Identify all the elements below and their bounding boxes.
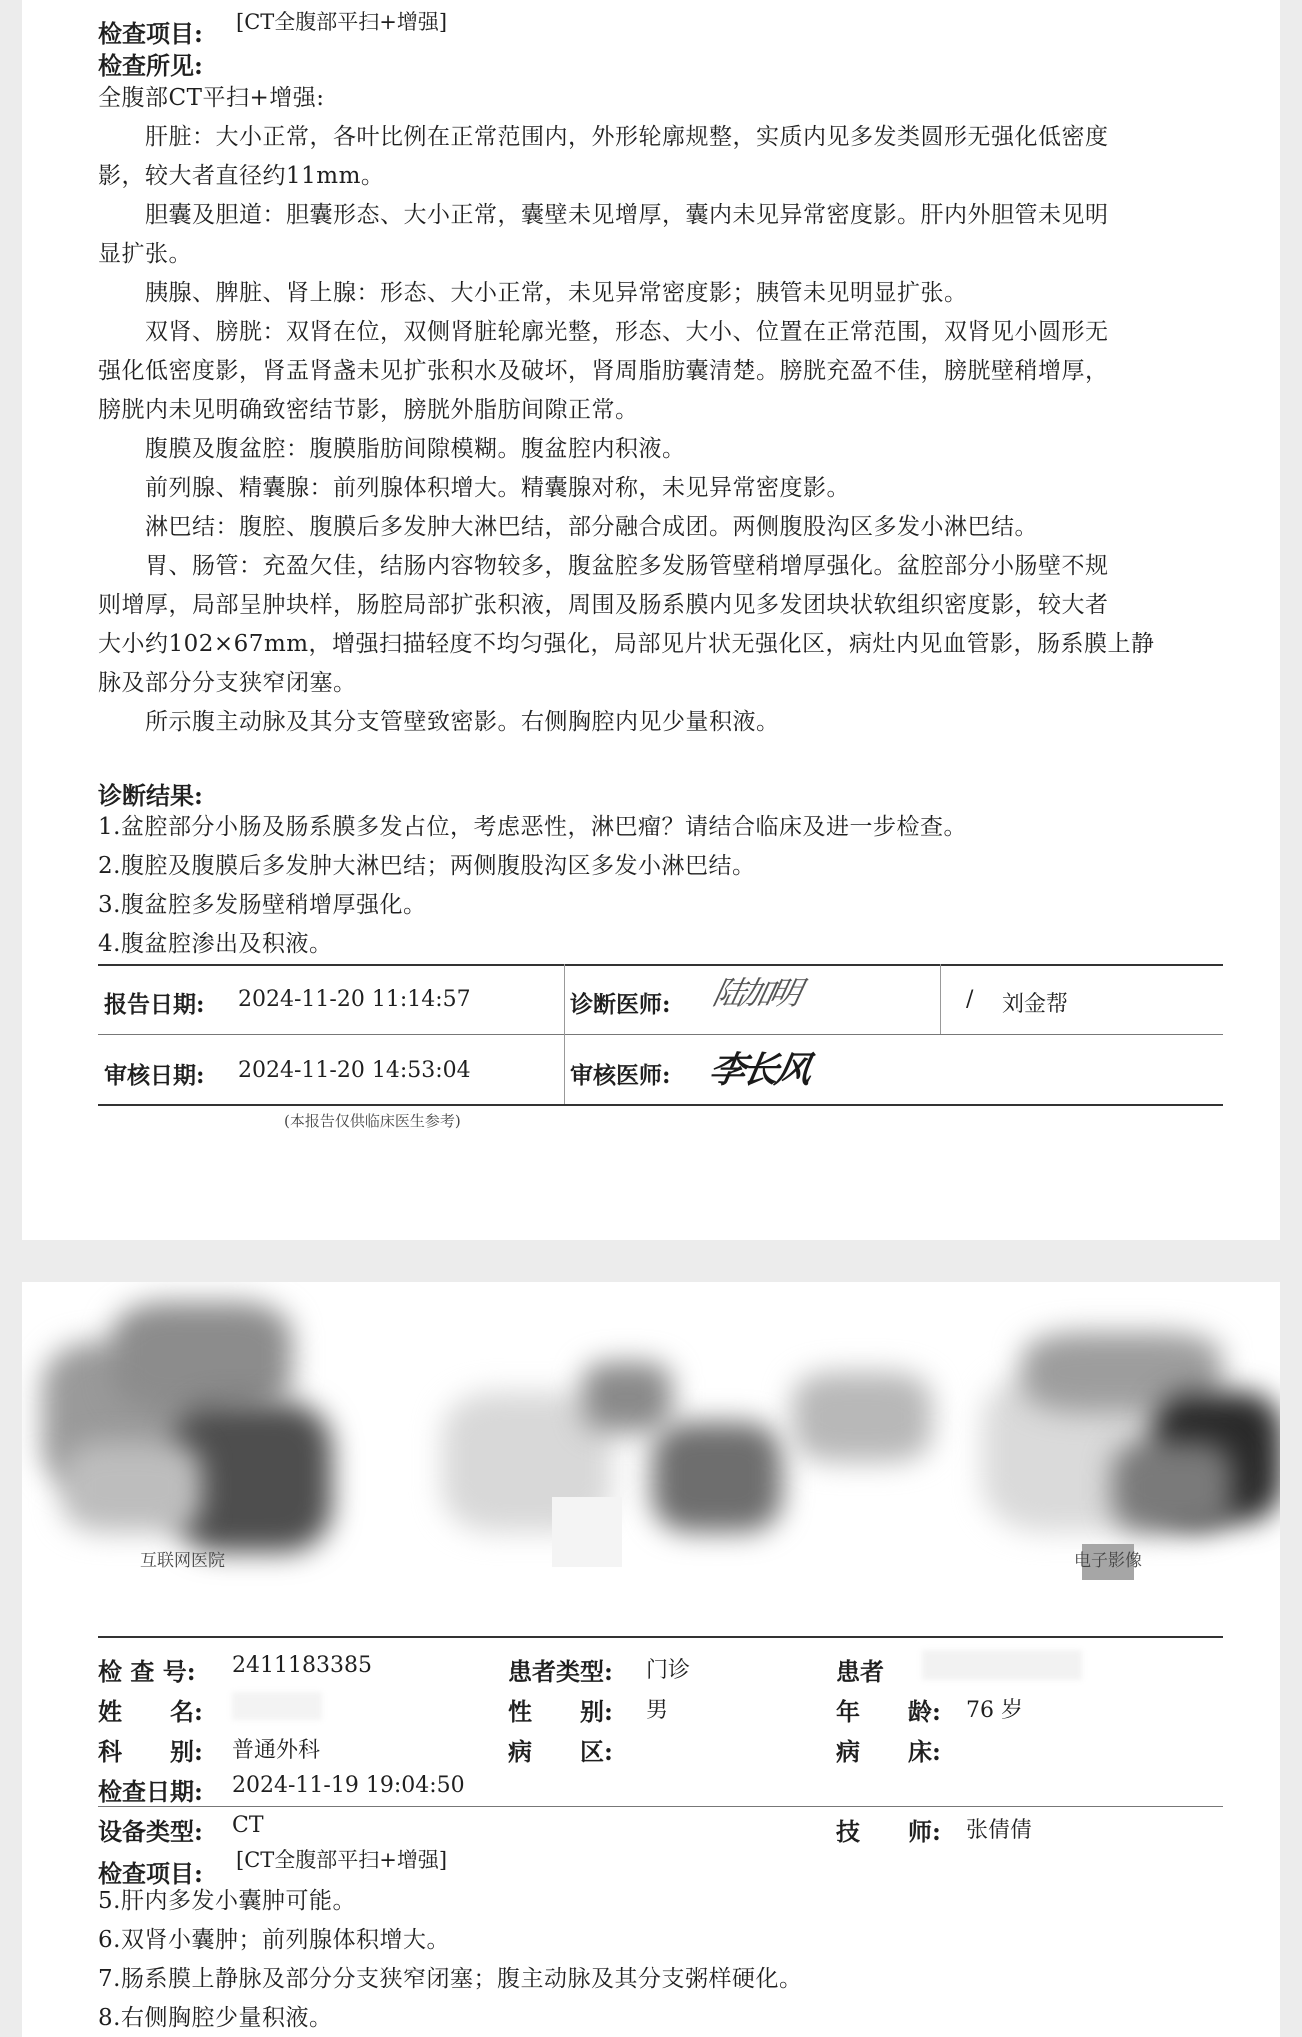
diagnosis-list-continued bbox=[98, 1882, 802, 2037]
findings-line: 肝脏：大小正常，各叶比例在正常范围内，外形轮廓规整，实质内见多发类圆形无强化低密度 bbox=[98, 124, 1109, 150]
table-divider bbox=[564, 964, 565, 1104]
diagnosis-item: 5.肝内多发小囊肿可能。 bbox=[98, 1888, 356, 1914]
findings-line: 淋巴结：腹腔、腹膜后多发肿大淋巴结，部分融合成团。两侧腹股沟区多发小淋巴结。 bbox=[98, 514, 1038, 540]
tech: 张倩倩 bbox=[966, 1818, 1033, 1843]
exam-no: 2411183385 bbox=[232, 1653, 372, 1678]
exam-item-label: 检查项目: bbox=[98, 19, 203, 48]
findings-line: 影，较大者直径约11mm。 bbox=[98, 163, 385, 189]
exam-item-label-2: 检查项目: bbox=[98, 1859, 203, 1888]
findings-line: 胰腺、脾脏、肾上腺：形态、大小正常，未见异常密度影；胰管未见明显扩张。 bbox=[98, 280, 968, 306]
bed-label: 病 床: bbox=[836, 1737, 941, 1766]
diagnosis-item: 4.腹盆腔渗出及积液。 bbox=[98, 931, 333, 957]
findings-line: 腹膜及腹盆腔：腹膜脂肪间隙模糊。腹盆腔内积液。 bbox=[98, 436, 686, 462]
doctor-separator: / bbox=[966, 987, 974, 1012]
review-date-label: 审核日期: bbox=[104, 1062, 205, 1089]
findings-heading: 全腹部CT平扫+增强: bbox=[98, 85, 325, 111]
findings-line: 显扩张。 bbox=[98, 241, 192, 267]
info-rule bbox=[98, 1806, 1223, 1807]
patient-type: 门诊 bbox=[646, 1658, 691, 1683]
findings-line: 胃、肠管：充盈欠佳，结肠内容物较多，腹盆腔多发肠管壁稍增厚强化。盆腔部分小肠壁不规 bbox=[98, 553, 1109, 579]
device-label: 设备类型: bbox=[98, 1817, 203, 1846]
table-rule-bottom bbox=[98, 1104, 1223, 1106]
gender: 男 bbox=[646, 1698, 669, 1723]
exam-no-label: 检 查 号: bbox=[98, 1657, 196, 1686]
table-rule-top bbox=[98, 964, 1223, 966]
diagnosis-item: 3.腹盆腔多发肠壁稍增厚强化。 bbox=[98, 892, 427, 918]
table-divider bbox=[940, 964, 941, 1034]
findings-label: 检查所见: bbox=[98, 51, 203, 80]
findings-line: 所示腹主动脉及其分支管壁致密影。右侧胸腔内见少量积液。 bbox=[98, 709, 780, 735]
hospital-name-right: 电子影像 bbox=[1074, 1551, 1142, 1571]
findings-line: 脉及部分分支狭窄闭塞。 bbox=[98, 670, 357, 696]
findings-line: 胆囊及胆道：胆囊形态、大小正常，囊壁未见增厚，囊内未见异常密度影。肝内外胆管未见明 bbox=[98, 202, 1109, 228]
table-rule-middle bbox=[98, 1034, 1223, 1035]
report-page-1 bbox=[22, 0, 1280, 1240]
review-date: 2024-11-20 14:53:04 bbox=[238, 1058, 471, 1083]
diag-doctor-label: 诊断医师: bbox=[570, 991, 671, 1018]
findings-line: 大小约102×67mm，增强扫描轻度不均匀强化，局部见片状无强化区，病灶内见血管影，肠系膜上静 bbox=[98, 631, 1155, 657]
gender-label: 性 别: bbox=[508, 1697, 613, 1726]
dept-label: 科 别: bbox=[98, 1737, 203, 1766]
name-label: 姓 名: bbox=[98, 1697, 203, 1726]
diag-doctor-name: 刘金帮 bbox=[1002, 992, 1069, 1017]
device: CT bbox=[232, 1813, 264, 1838]
diagnosis-item: 1.盆腔部分小肠及肠系膜多发占位，考虑恶性，淋巴瘤？请结合临床及进一步检查。 bbox=[98, 814, 967, 840]
diagnosis-item: 7.肠系膜上静脉及部分分支狭窄闭塞；腹主动脉及其分支粥样硬化。 bbox=[98, 1966, 803, 1992]
age-label: 年 龄: bbox=[836, 1697, 941, 1726]
patient-type-label: 患者类型: bbox=[508, 1657, 613, 1686]
findings-line: 双肾、膀胱：双肾在位，双侧肾脏轮廓光整，形态、大小、位置在正常范围，双肾见小圆形无 bbox=[98, 319, 1109, 345]
diagnosis-list bbox=[98, 808, 967, 964]
report-date: 2024-11-20 11:14:57 bbox=[238, 987, 471, 1012]
diagnosis-item: 8.右侧胸腔少量积液。 bbox=[98, 2005, 333, 2031]
exam-item-value: [CT全腹部平扫+增强] bbox=[236, 10, 448, 34]
footnote: (本报告仅供临床医生参考) bbox=[284, 1112, 461, 1130]
diagnosis-item: 2.腹腔及腹膜后多发肿大淋巴结；两侧腹股沟区多发小淋巴结。 bbox=[98, 853, 756, 879]
tech-label: 技 师: bbox=[836, 1817, 941, 1846]
header-rule bbox=[98, 1636, 1223, 1638]
exam-item-value-2: [CT全腹部平扫+增强] bbox=[236, 1848, 448, 1872]
diag-doctor-signature: 陆加明 bbox=[709, 974, 802, 1012]
findings-line: 前列腺、精囊腺：前列腺体积增大。精囊腺对称，未见异常密度影。 bbox=[98, 475, 850, 501]
hospital-name-left: 互联网医院 bbox=[140, 1551, 225, 1571]
ward-label: 病 区: bbox=[508, 1737, 613, 1766]
findings-body bbox=[98, 118, 1248, 742]
dept: 普通外科 bbox=[232, 1738, 321, 1763]
redacted-patient-id bbox=[922, 1650, 1082, 1680]
diagnosis-item: 6.双肾小囊肿；前列腺体积增大。 bbox=[98, 1927, 450, 1953]
patient-label: 患者 bbox=[836, 1657, 884, 1686]
report-page-2 bbox=[22, 1282, 1280, 2037]
findings-line: 膀胱内未见明确致密结节影，膀胱外脂肪间隙正常。 bbox=[98, 397, 639, 423]
diagnosis-label: 诊断结果: bbox=[98, 781, 203, 810]
exam-date: 2024-11-19 19:04:50 bbox=[232, 1773, 465, 1798]
report-date-label: 报告日期: bbox=[104, 991, 205, 1018]
exam-date-label: 检查日期: bbox=[98, 1777, 203, 1806]
review-doctor-label: 审核医师: bbox=[570, 1062, 671, 1089]
age: 76 岁 bbox=[966, 1698, 1023, 1723]
review-doctor-signature: 李长风 bbox=[705, 1049, 813, 1091]
findings-line: 则增厚，局部呈肿块样，肠腔局部扩张积液，周围及肠系膜内见多发团块状软组织密度影，较大者 bbox=[98, 592, 1109, 618]
findings-line: 强化低密度影，肾盂肾盏未见扩张积水及破坏，肾周脂肪囊清楚。膀胱充盈不佳，膀胱壁稍增厚， bbox=[98, 358, 1109, 384]
redacted-name bbox=[232, 1692, 322, 1720]
